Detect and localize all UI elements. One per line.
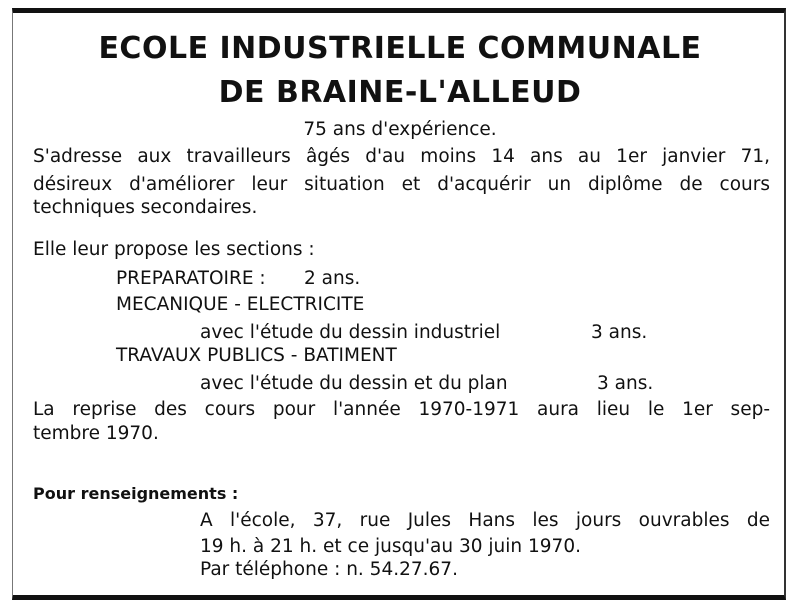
section-mecanique-name: MECANIQUE - ELECTRICITE bbox=[116, 294, 365, 315]
page-title: ECOLE INDUSTRIELLE COMMUNALE bbox=[98, 31, 702, 66]
section-travaux-detail: avec l'étude du dessin et du plan bbox=[200, 373, 508, 394]
experience-text: 75 ans d'expérience. bbox=[303, 119, 497, 140]
contact-line-1: A l'école, 37, rue Jules Hans les jours ouvrables de bbox=[200, 510, 770, 531]
sections-heading: Elle leur propose les sections : bbox=[33, 239, 315, 260]
contact-line-2: 19 h. à 21 h. et ce jusqu'au 30 juin 1970. bbox=[200, 536, 581, 557]
section-mecanique-duration: 3 ans. bbox=[591, 322, 648, 343]
section-travaux-name: TRAVAUX PUBLICS - BATIMENT bbox=[116, 345, 397, 366]
section-mecanique-detail: avec l'étude du dessin industriel bbox=[200, 322, 501, 343]
contact-line-3: Par téléphone : n. 54.27.67. bbox=[200, 559, 458, 580]
intro-line-2: désireux d'améliorer leur situation et d'acquérir un diplôme de cours bbox=[33, 174, 770, 195]
reprise-line-1: La reprise des cours pour l'année 1970-1971 aura lieu le 1er sep- bbox=[33, 399, 770, 420]
reprise-line-2: tembre 1970. bbox=[33, 423, 159, 444]
section-travaux-duration: 3 ans. bbox=[597, 373, 654, 394]
intro-line-1: S'adresse aux travailleurs âgés d'au moins 14 ans au 1er janvier 71, bbox=[33, 146, 770, 167]
section-preparatoire-name: PREPARATOIRE : bbox=[116, 268, 266, 289]
intro-line-3: techniques secondaires. bbox=[33, 197, 258, 218]
section-preparatoire-duration: 2 ans. bbox=[304, 268, 361, 289]
page-subtitle: DE BRAINE-L'ALLEUD bbox=[218, 75, 582, 110]
contact-heading: Pour renseignements : bbox=[33, 484, 239, 503]
